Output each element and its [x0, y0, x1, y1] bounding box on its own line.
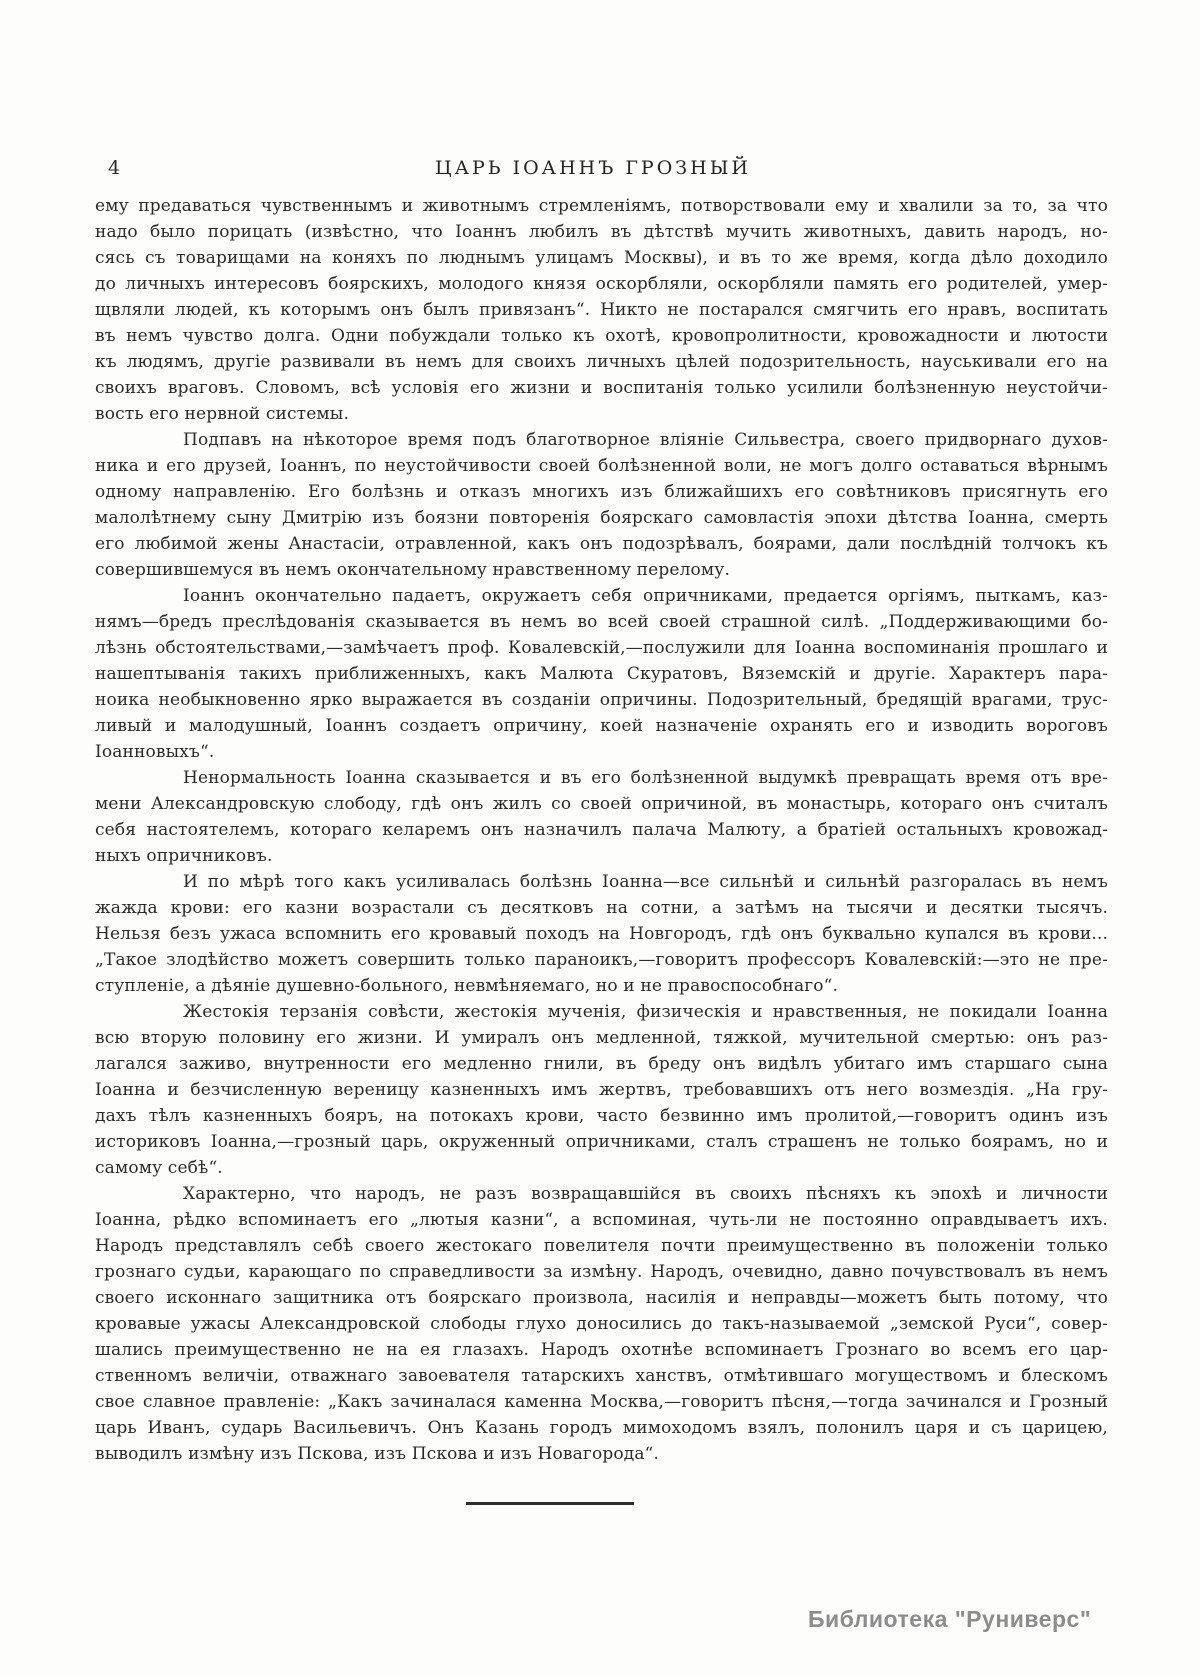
text-line: его любимой жены Анастасіи, отравленной, какъ онъ подозрѣвалъ, боярами, дали послѣдній толчокъ къ — [95, 534, 1108, 554]
text-line: самому себѣ“. — [95, 1158, 223, 1178]
text-line: совершившемуся въ немъ окончательному нравственному перелому. — [95, 560, 731, 580]
text-line: Іоаннъ окончательно падаетъ, окружаетъ себя опричниками, предается оргіямъ, пыткамъ, каз- — [183, 586, 1108, 606]
text-line: Іоанна и безчисленную вереницу казненныхъ имъ жертвъ, требовавшихъ отъ него возмездія. „На гру- — [95, 1080, 1108, 1100]
text-line: всю вторую половину его жизни. И умиралъ онъ медленной, тяжкой, мучительной смертью: онъ раз- — [95, 1028, 1108, 1048]
text-line: одному направленію. Его болѣзнь и отказъ многихъ изъ ближайшихъ его совѣтниковъ присягнуть его — [95, 482, 1108, 502]
separator-rule — [466, 1502, 634, 1505]
text-line: шались преимущественно не на ея глазахъ. Народъ охотнѣе вспоминаетъ Грознаго во всемъ его цар- — [95, 1340, 1108, 1360]
text-line: лѣзнь обстоятельствами,—замѣчаетъ проф. Ковалевскій,—послужили для Іоанна воспоминанія прошлаго и — [95, 638, 1108, 658]
body-text — [95, 193, 1108, 1467]
text-line: ему предаваться чувственнымъ и животнымъ стремленіямъ, потворствовали ему и хвалили за то, за что — [95, 196, 1108, 216]
text-line: щвляли людей, къ которымъ онъ былъ привязанъ“. Никто не постарался смягчить его нравъ, воспитать — [95, 300, 1108, 320]
watermark-text: Библиотека "Руниверс" — [808, 1606, 1092, 1632]
page-number: 4 — [108, 157, 121, 179]
text-line: кровавые ужасы Александровской слободы глухо доносились до такъ-называемой „земской Руси“, совер- — [95, 1314, 1108, 1334]
text-line: дахъ тѣлъ казненныхъ бояръ, на потокахъ крови, часто безвинно имъ пролитой,—говоритъ одинъ изъ — [95, 1106, 1108, 1126]
text-line: къ людямъ, другіе развивали въ немъ для своихъ личныхъ цѣлей подозрительность, науськивали его на — [95, 352, 1108, 372]
text-line: Народъ представлялъ себѣ своего жестокаго повелителя почти преимущественно въ положеніи только — [95, 1236, 1108, 1256]
text-line: царь Иванъ, сударь Васильевичъ. Онъ Казань городъ мимоходомъ взялъ, полонилъ царя и съ царицею, — [95, 1418, 1108, 1438]
running-title: ЦАРЬ ІОАННЪ ГРОЗНЫЙ — [435, 157, 751, 179]
text-line: малолѣтнему сыну Дмитрію изъ боязни повторенія боярскаго самовластія эпохи дѣтства Іоанна, смерть — [95, 508, 1108, 528]
text-line: ныхъ опричниковъ. — [95, 846, 273, 866]
text-line: своего исконнаго защитника отъ боярскаго произвола, насилія и неправды—можетъ быть потому, что — [95, 1288, 1108, 1308]
text-line: ника и его друзей, Іоаннъ, по неустойчивости своей болѣзненной воли, не могъ долго оставаться вѣрнымъ — [95, 456, 1108, 476]
text-line: свое славное правленіе: „Какъ зачиналася каменна Москва,—говоритъ пѣсня,—тогда зачинался и Грозный — [95, 1392, 1108, 1412]
text-line: вость его нервной системы. — [95, 404, 350, 424]
text-line: Ненормальность Іоанна сказывается и въ его болѣзненной выдумкѣ превращать время отъ вре- — [183, 768, 1108, 788]
text-line: историковъ Іоанна,—грозный царь, окруженный опричниками, сталъ страшенъ не только боярамъ, но и — [95, 1132, 1108, 1152]
text-line: до личныхъ интересовъ боярскихъ, молодого князя оскорбляли, оскорбляли память его родителей, умер- — [95, 274, 1108, 294]
text-line: ственномъ величіи, отважнаго завоевателя татарскихъ ханствъ, отмѣтившаго могуществомъ и блескомъ — [95, 1366, 1108, 1386]
text-line: Іоанновыхъ“. — [95, 742, 215, 762]
text-line: нямъ—бредъ преслѣдованія сказывается въ немъ во всей своей страшной силѣ. „Поддерживающими бо- — [95, 612, 1108, 632]
text-line: Характерно, что народъ, не разъ возвращавшійся въ своихъ пѣсняхъ къ эпохѣ и личности — [183, 1184, 1108, 1204]
text-line: себя настоятелемъ, котораго келаремъ онъ назначилъ палача Малюту, а братіей остальныхъ кровожад- — [95, 820, 1108, 840]
text-line: Жестокія терзанія совѣсти, жестокія мученія, физическія и нравственныя, не покидали Іоанна — [183, 1002, 1108, 1022]
text-line: „Такое злодѣйство можетъ совершить только параноикъ,—говоритъ профессоръ Ковалевскій:—это не пре- — [95, 950, 1108, 970]
text-line: ступленіе, а дѣяніе душевно-больного, невмѣняемаго, но и не правоспособнаго“. — [95, 976, 839, 996]
text-line: Нельзя безъ ужаса вспомнить его кровавый походъ на Новгородъ, гдѣ онъ буквально купался въ крови... — [95, 924, 1108, 944]
text-line: выводилъ измѣну изъ Пскова, изъ Пскова и изъ Новагорода“. — [95, 1444, 660, 1464]
text-line: надо было порицать (извѣстно, что Іоаннъ любилъ въ дѣтствѣ мучить животныхъ, давить народъ, но- — [95, 222, 1108, 242]
text-line: Іоанна, рѣдко вспоминаетъ его „лютыя казни“, а вспоминая, чуть-ли не постоянно оправдываетъ ихъ. — [95, 1210, 1108, 1230]
text-line: сясь съ товарищами на коняхъ по люднымъ улицамъ Москвы), и въ то же время, когда дѣло доходило — [95, 248, 1108, 268]
text-line: ноика необыкновенно ярко выражается въ созданіи опричины. Подозрительный, бредящій врагами, трус- — [95, 690, 1108, 710]
text-line: въ немъ чувство долга. Одни побуждали только къ охотѣ, кровопролитности, кровожадности и лютости — [95, 326, 1108, 346]
text-line: жажда крови: его казни возрастали съ десятковъ на сотни, а затѣмъ на тысячи и десятки тысячъ. — [95, 898, 1108, 918]
text-line: И по мѣрѣ того какъ усиливалась болѣзнь Іоанна—все сильнѣй и сильнѣй разгоралась въ немъ — [183, 872, 1108, 892]
text-line: ливый и малодушный, Іоаннъ создаетъ опричину, коей назначеніе охранять его и изводить вороговъ — [95, 716, 1108, 736]
text-line: грознаго судьи, карающаго по справедливости за измѣну. Народъ, очевидно, давно почувствовалъ въ немъ — [95, 1262, 1108, 1282]
text-line: Подпавъ на нѣкоторое время подъ благотворное вліяніе Сильвестра, своего придворнаго духов- — [183, 430, 1108, 450]
text-line: нашептыванія такихъ приближенныхъ, какъ Малюта Скуратовъ, Вяземскій и другіе. Характеръ пара- — [95, 664, 1108, 684]
text-line: мени Александровскую слободу, гдѣ онъ жилъ со своей опричиной, въ монастырь, котораго онъ считалъ — [95, 794, 1108, 814]
text-line: лагался заживо, внутренности его медленно гнили, въ бреду онъ видѣлъ убитаго имъ старшаго сына — [95, 1054, 1108, 1074]
text-line: своихъ враговъ. Словомъ, всѣ условія его жизни и воспитанія только усилили болѣзненную неустойчи- — [95, 378, 1108, 398]
